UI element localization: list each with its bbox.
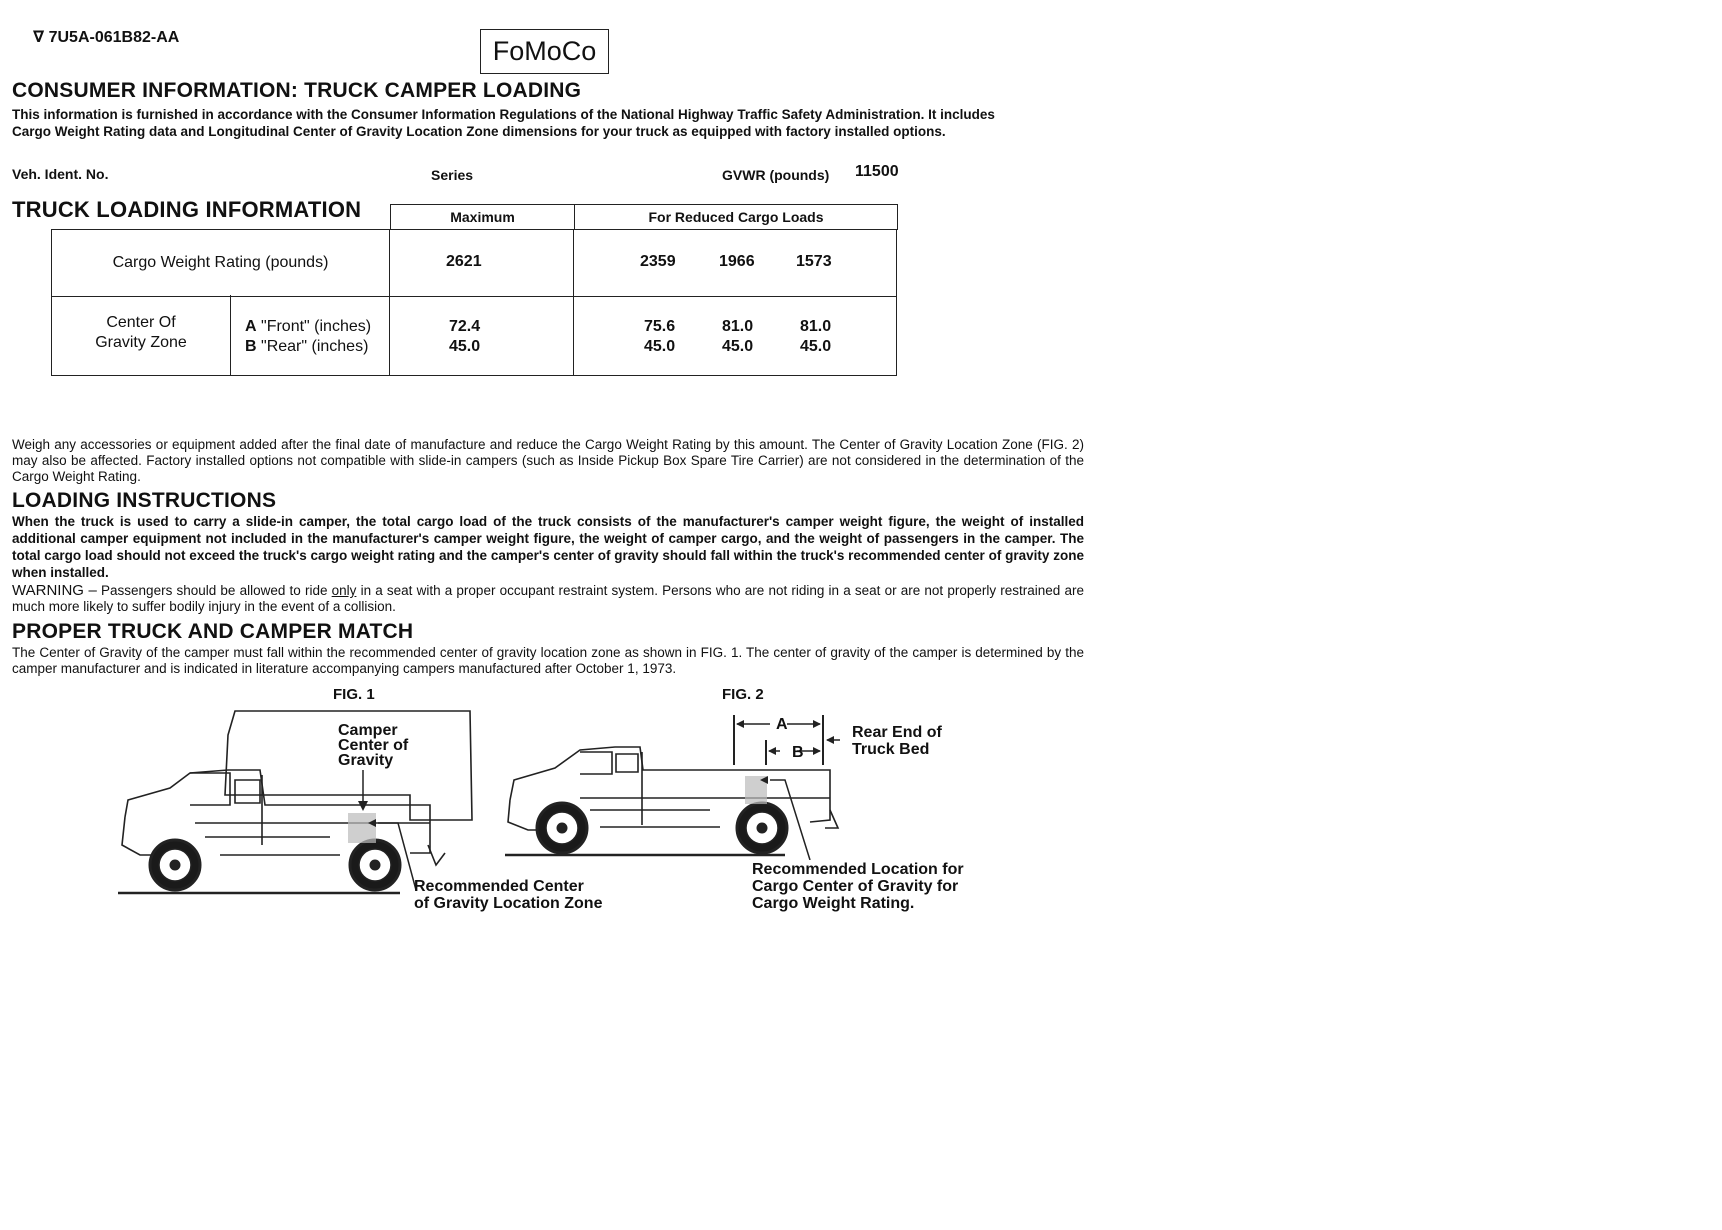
fig2-caption-line3: Cargo Weight Rating. [752,895,915,912]
warning-text-post: in a seat with a proper occupant restraint system. Persons who are not riding in a seat or are not properly restrained are much more likely to suffer bodily injury in the event of a collision. [12,583,1084,614]
gvwr-value: 11500 [855,163,899,180]
fig1-camper-cg-label [338,723,408,768]
fig1-camper-cg-line2: Center of [338,737,409,754]
cargo-reduced-1: 2359 [640,253,676,270]
warning-only: only [331,583,357,598]
front-reduced-3: 81.0 [800,318,832,335]
fig1-truck-camper-drawing [110,705,490,900]
cargo-reduced-2: 1966 [719,253,755,270]
front-label: "Front" (inches) [261,318,372,335]
fig1-caption-line2: of Gravity Location Zone [414,895,603,912]
fig2-truck-drawing [500,710,860,860]
cog-label-cell [51,295,230,376]
consumer-info-title: CONSUMER INFORMATION: TRUCK CAMPER LOADING [12,79,582,102]
front-reduced-2: 81.0 [722,318,754,335]
rear-reduced-1: 45.0 [644,338,676,355]
accessories-note: Weigh any accessories or equipment added after the final date of manufacture and reduce the Cargo Weight Rating by this amount. The Center of Gravity Location Zone (FIG. 2) may also be affected. Factory installed options not compatible with slide-in campers (such as Inside Pickup Box Spare Tire Carrier) are not considered in the determination of the Cargo Weight Rating. [12,437,1084,484]
cog-dimension-labels-cell [230,295,389,376]
cargo-max-cell [389,229,573,297]
warning-paragraph [12,583,1084,615]
loading-instructions-title: LOADING INSTRUCTIONS [12,489,277,512]
cog-reduced-cell [573,295,897,376]
rear-reduced-3: 45.0 [800,338,832,355]
fig1-label: FIG. 1 [333,686,375,703]
fig1-caption-line1: Recommended Center [414,878,584,895]
fig2-caption [752,861,964,912]
fig2-rear-end-line2: Truck Bed [852,741,930,758]
cog-label-line1: Center Of [106,314,176,331]
fig2-dim-a: A [776,716,788,733]
fig1-camper-cg-line1: Camper [338,722,398,739]
loading-instructions-body: When the truck is used to carry a slide-in camper, the total cargo load of the truck consists of the manufacturer's camper weight figure, the weight of installed additional camper equipment not included in the manufacturer's camper weight figure, the weight of camper cargo, and the weight of passengers in the camper. The total cargo load should not exceed the truck's cargo weight rating and the camper's center of gravity should fall within the truck's recommended center of gravity zone when installed. [12,514,1084,580]
cargo-reduced-cell [573,229,897,297]
loading-table [51,229,897,376]
cog-max-cell [389,295,573,376]
fig2-label: FIG. 2 [722,686,764,703]
fomoco-logo: FoMoCo [480,29,609,74]
fig2-caption-line2: Cargo Center of Gravity for [752,878,959,895]
fig2-rear-end-line1: Rear End of [852,724,942,741]
front-reduced-1: 75.6 [644,318,676,335]
rear-label: "Rear" (inches) [261,338,369,355]
rear-reduced-2: 45.0 [722,338,754,355]
truck-loading-title: TRUCK LOADING INFORMATION [12,197,362,222]
cargo-reduced-3: 1573 [796,253,832,270]
cargo-max: 2621 [446,253,482,270]
front-letter: A [245,318,257,335]
warning-label: WARNING – [12,582,97,599]
rear-letter: B [245,338,257,355]
warning-text-pre: Passengers should be allowed to ride [101,583,332,598]
cog-label-line2: Gravity Zone [95,334,187,351]
fig1-camper-cg-line3: Gravity [338,752,394,769]
col-maximum-header: Maximum [390,204,575,230]
cargo-label: Cargo Weight Rating (pounds) [112,254,329,271]
match-title: PROPER TRUCK AND CAMPER MATCH [12,620,414,643]
veh-ident-label: Veh. Ident. No. [12,166,109,182]
match-body: The Center of Gravity of the camper must fall within the recommended center of gravity location zone as shown in FIG. 1. The center of gravity of the camper is determined by the camper manufacturer and is indicated in literature accompanying campers manufactured after October 1, 1973. [12,645,1084,676]
consumer-info-intro: This information is furnished in accordance with the Consumer Information Regulations of the National Highway Traffic Safety Administration. It includes Cargo Weight Rating data and Longitudinal Center of Gravity Location Zone dimensions for your truck as equipped with factory installed options. [12,107,995,139]
cargo-label-cell [51,229,389,297]
front-max: 72.4 [449,318,481,335]
fig2-dim-b: B [792,744,804,761]
gvwr-label: GVWR (pounds) [722,167,830,183]
fig1-caption [414,878,602,912]
part-number: ∇ 7U5A-061B82-AA [33,29,180,46]
fig2-caption-line1: Recommended Location for [752,861,964,878]
col-reduced-header: For Reduced Cargo Loads [574,204,898,230]
series-label: Series [431,167,474,183]
rear-max: 45.0 [449,338,481,355]
fig2-rear-end-label [852,724,942,758]
